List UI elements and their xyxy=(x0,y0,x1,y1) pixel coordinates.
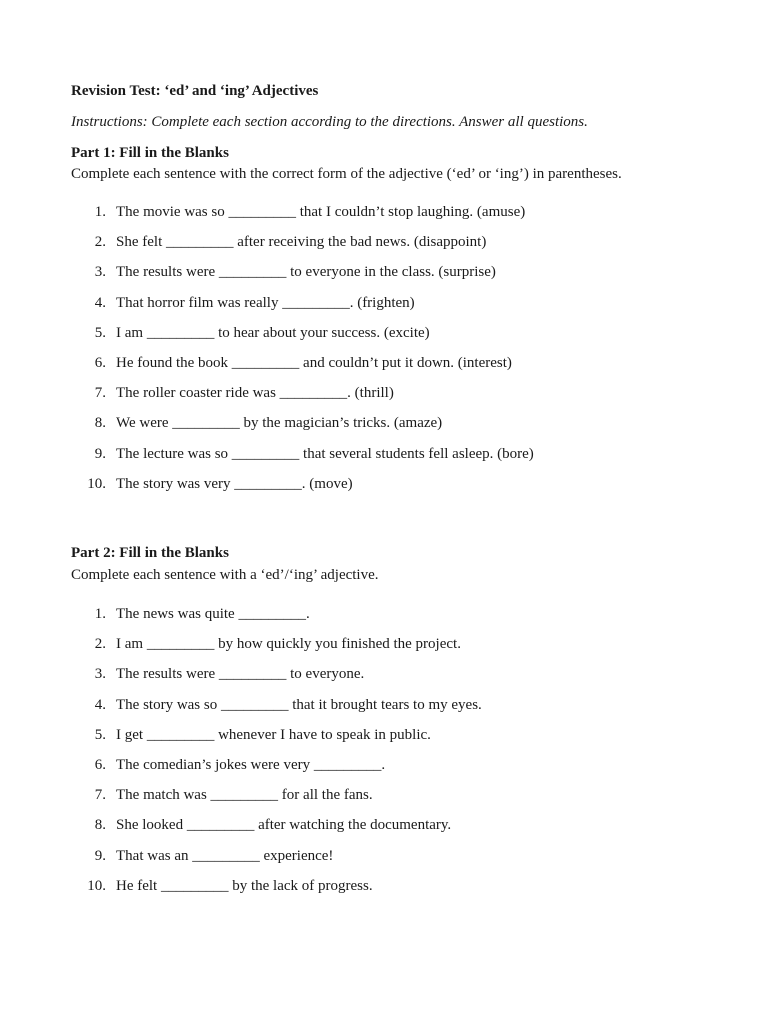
question-number: 7. xyxy=(94,385,106,402)
question-number: 6. xyxy=(94,354,106,371)
part1-question-5 xyxy=(0,325,768,355)
question-number: 9. xyxy=(94,445,106,462)
question-text: That was an _________ experience! xyxy=(116,847,334,864)
instructions-text: Instructions: Complete each section according to the directions. Answer all questions. xyxy=(71,114,588,130)
question-number: 2. xyxy=(94,636,106,653)
question-text: We were _________ by the magician’s tricks. (amaze) xyxy=(116,415,443,432)
part2-question-6 xyxy=(0,757,768,787)
part2-question-list xyxy=(0,606,768,908)
question-number: 8. xyxy=(94,817,106,834)
question-text: I am _________ to hear about your success. (excite) xyxy=(116,324,430,341)
part1-question-2 xyxy=(0,234,768,264)
question-number: 3. xyxy=(94,666,106,683)
question-number: 4. xyxy=(94,294,106,311)
part1-question-8 xyxy=(0,415,768,445)
part1-question-10 xyxy=(0,476,768,506)
part2-question-8 xyxy=(0,817,768,847)
question-text: I am _________ by how quickly you finished the project. xyxy=(116,636,461,653)
part1-question-7 xyxy=(0,385,768,415)
part2-question-1 xyxy=(0,606,768,636)
question-text: He found the book _________ and couldn’t put it down. (interest) xyxy=(116,354,512,371)
question-number: 9. xyxy=(94,847,106,864)
question-number: 5. xyxy=(94,726,106,743)
part1-heading: Part 1: Fill in the Blanks xyxy=(71,145,229,161)
question-text: The comedian’s jokes were very _________. xyxy=(116,756,386,773)
question-number: 1. xyxy=(94,204,106,220)
question-number: 5. xyxy=(94,324,106,341)
part2-question-2 xyxy=(0,636,768,666)
part2-question-5 xyxy=(0,727,768,757)
question-number: 6. xyxy=(94,756,106,773)
question-number: 7. xyxy=(94,787,106,804)
question-number: 2. xyxy=(94,234,106,251)
question-text: The story was so _________ that it brought tears to my eyes. xyxy=(116,696,482,713)
question-number: 4. xyxy=(94,696,106,713)
part2-question-9 xyxy=(0,848,768,878)
question-number: 3. xyxy=(94,264,106,281)
question-number: 10. xyxy=(87,475,106,492)
part2-heading: Part 2: Fill in the Blanks xyxy=(71,545,229,561)
question-text: That horror film was really _________. (frighten) xyxy=(116,294,415,311)
part2-description: Complete each sentence with a ‘ed’/‘ing’ adjective. xyxy=(71,567,379,583)
question-text: The results were _________ to everyone in the class. (surprise) xyxy=(116,264,496,281)
question-text: The news was quite _________. xyxy=(116,606,310,622)
question-text: The results were _________ to everyone. xyxy=(116,666,365,683)
document-title: Revision Test: ‘ed’ and ‘ing’ Adjectives xyxy=(71,83,319,99)
question-text: The lecture was so _________ that several students fell asleep. (bore) xyxy=(116,445,534,462)
part2-question-7 xyxy=(0,787,768,817)
part1-description: Complete each sentence with the correct form of the adjective (‘ed’ or ‘ing’) in parentheses. xyxy=(71,166,622,182)
question-text: The movie was so _________ that I couldn’t stop laughing. (amuse) xyxy=(116,204,526,220)
part1-question-4 xyxy=(0,295,768,325)
part1-question-9 xyxy=(0,446,768,476)
question-text: He felt _________ by the lack of progress. xyxy=(116,877,373,894)
part2-question-10 xyxy=(0,878,768,908)
question-text: She felt _________ after receiving the bad news. (disappoint) xyxy=(116,234,487,251)
question-text: The story was very _________. (move) xyxy=(116,475,353,492)
part1-question-1 xyxy=(0,204,768,234)
part2-question-4 xyxy=(0,697,768,727)
question-text: I get _________ whenever I have to speak in public. xyxy=(116,726,431,743)
question-text: She looked _________ after watching the documentary. xyxy=(116,817,452,834)
question-number: 10. xyxy=(87,877,106,894)
part1-question-3 xyxy=(0,264,768,294)
question-number: 1. xyxy=(94,606,106,622)
part1-question-6 xyxy=(0,355,768,385)
question-text: The roller coaster ride was _________. (thrill) xyxy=(116,385,394,402)
part1-question-list xyxy=(0,204,768,506)
part2-question-3 xyxy=(0,666,768,696)
question-number: 8. xyxy=(94,415,106,432)
question-text: The match was _________ for all the fans. xyxy=(116,787,373,804)
